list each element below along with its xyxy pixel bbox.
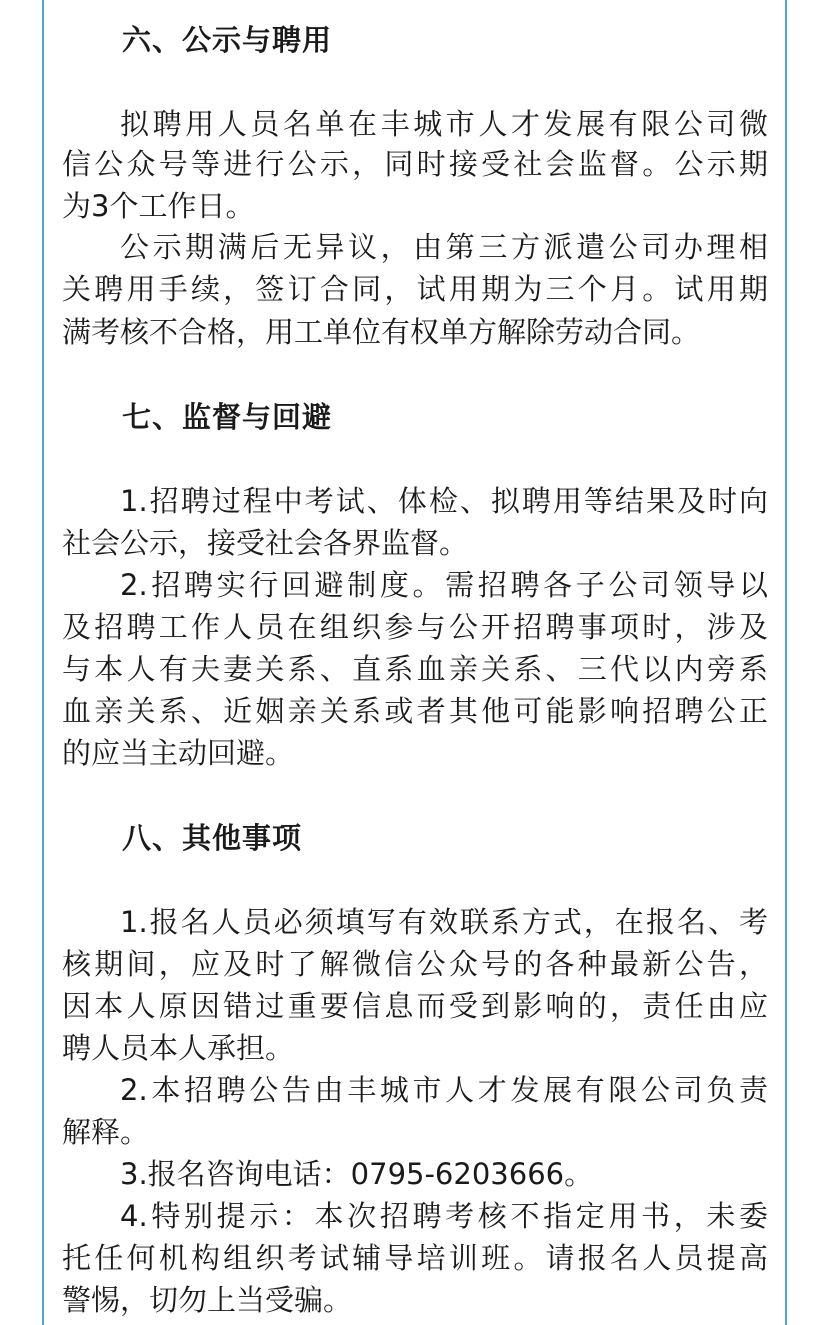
text-line: 因本人原因错过重要信息而受到影响的，责任由应 [62,989,768,1023]
left-border-line [42,0,44,1325]
section-title-publicity: 六、公示与聘用 [122,23,333,57]
text-line: 公示期满后无异议，由第三方派遣公司办理相 [120,230,768,264]
text-line: 血亲关系、近姻亲关系或者其他可能影响招聘公正 [62,694,768,728]
text-line: 解释。 [62,1115,150,1149]
text-line: 2.招聘实行回避制度。需招聘各子公司领导以 [120,568,768,602]
text-line: 社会公示，接受社会各界监督。 [62,526,469,560]
text-line: 信公众号等进行公示，同时接受社会监督。公示期 [62,147,768,181]
contact-phone-line: 3.报名咨询电话：0795-6203666。 [120,1157,594,1191]
right-border-line [785,0,787,1325]
section-title-other-matters: 八、其他事项 [122,821,303,855]
text-line: 拟聘用人员名单在丰城市人才发展有限公司微 [120,107,768,141]
text-line: 的应当主动回避。 [62,736,295,770]
text-line: 核期间，应及时了解微信公众号的各种最新公告， [62,947,768,981]
text-line: 聘人员本人承担。 [62,1031,295,1065]
text-line: 关聘用手续，签订合同，试用期为三个月。试用期 [62,272,768,306]
text-line: 托任何机构组织考试辅导培训班。请报名人员提高 [62,1241,768,1275]
text-line: 为3个工作日。 [62,189,255,223]
text-line: 满考核不合格，用工单位有权单方解除劳动合同。 [62,315,701,349]
text-line: 及招聘工作人员在组织参与公开招聘事项时，涉及 [62,610,768,644]
text-line: 4.特别提示：本次招聘考核不指定用书，未委 [120,1199,768,1233]
text-line: 1.报名人员必须填写有效联系方式，在报名、考 [120,905,768,939]
text-line: 1.招聘过程中考试、体检、拟聘用等结果及时向 [120,484,768,518]
text-line: 与本人有夫妻关系、直系血亲关系、三代以内旁系 [62,652,768,686]
section-title-supervision: 七、监督与回避 [122,400,333,434]
text-line: 2.本招聘公告由丰城市人才发展有限公司负责 [120,1073,768,1107]
text-line: 警惕，切勿上当受骗。 [62,1283,353,1317]
